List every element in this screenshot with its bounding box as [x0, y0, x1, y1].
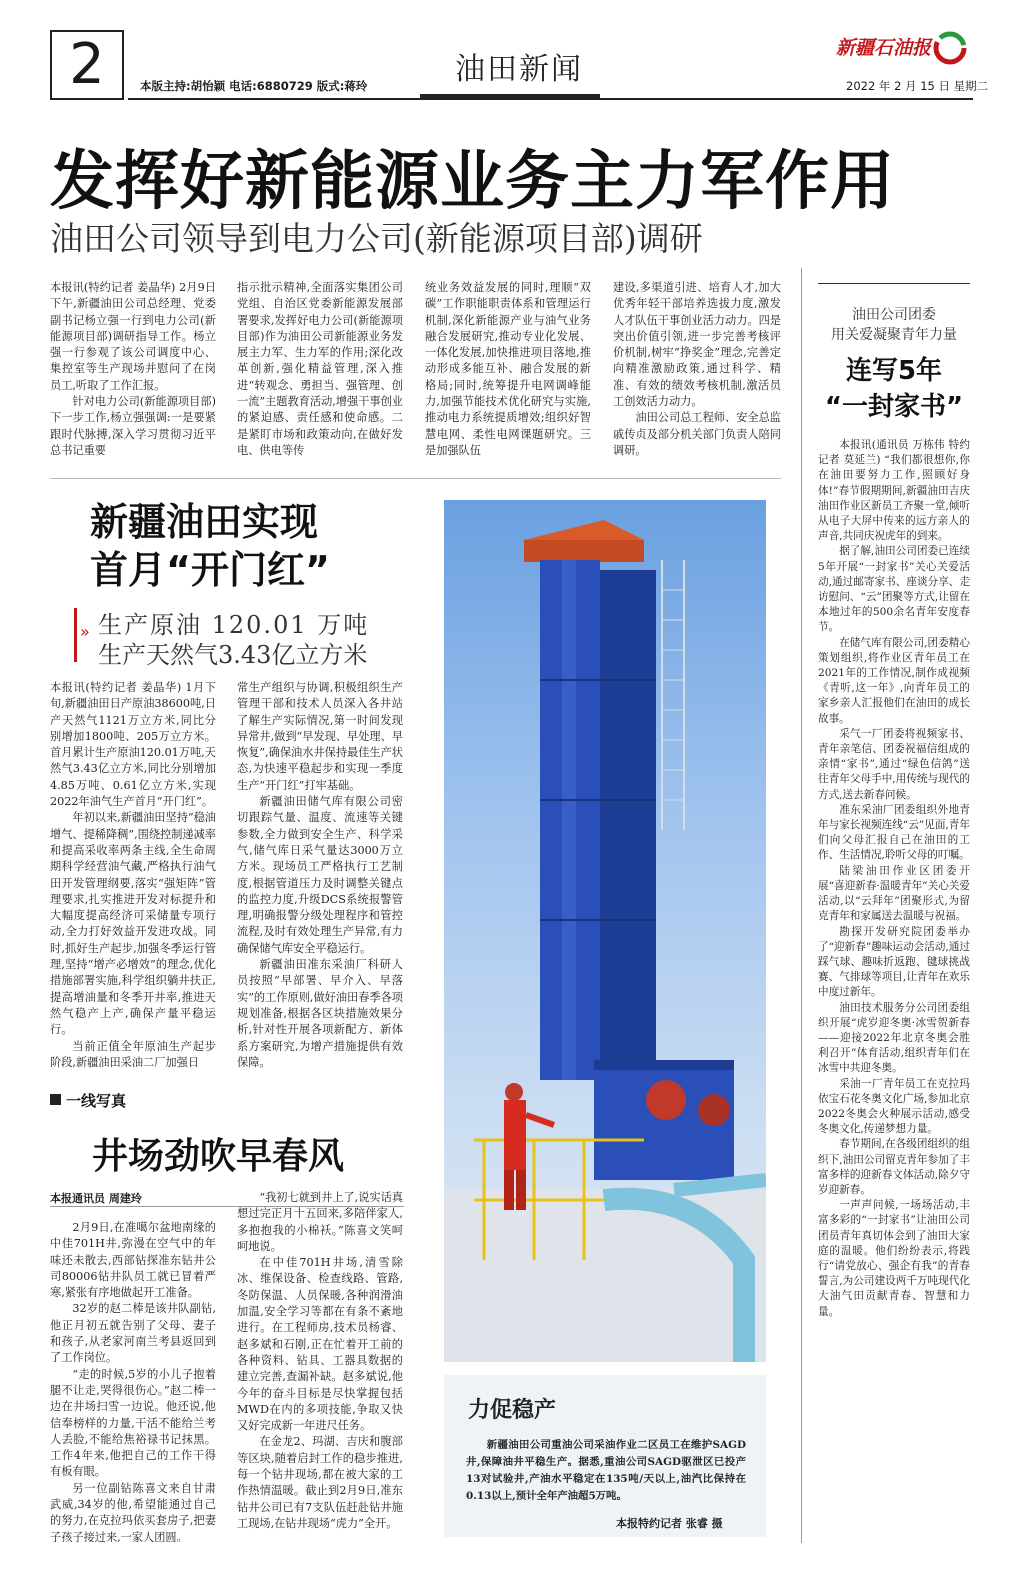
lead-paragraph: 油田公司总工程师、安全总监戚传贞及部分机关部门负责人陪同调研。 [613, 411, 781, 457]
story2-column-1 [50, 680, 216, 1078]
story3-column-1 [50, 1220, 216, 1542]
story2-paragraph: 当前正值全年原油生产起步阶段,新疆油田采油二厂加强日 [50, 1039, 216, 1069]
right-title-1: 连写5年 [845, 356, 943, 386]
story2-sub-line1: 生产原油 120.01 万吨 [98, 611, 370, 639]
lead-column-1 [50, 280, 216, 472]
lead-subheadline: 油田公司领导到电力公司(新能源项目部)调研 [50, 219, 703, 258]
story3-paragraph: 32岁的赵二棒是该井队副钻,他正月初五就告别了父母、妻子和孩子,从老家河南兰考县返回到了工作岗位。 [50, 1302, 216, 1365]
right-paragraph: 油田技术服务分公司团委组织开展“虎岁迎冬奥·冰雪贺新春——迎接2022年北京冬奥会胜利召开”体育活动,组织青年们在冰雪中共迎冬奥。 [818, 1001, 970, 1075]
lead-paragraph: 指示批示精神,全面落实集团公司党组、自治区党委新能源发展部署要求,发挥好电力公司(新能源项目部)作为油田公司新能源业务发展主力军、生力军的作用;深化改革创新,强化精益管理,深入推进“转观念、勇担当、强管理、创一流”主题教育活动,增强干事创业的紧迫感、责任感和使命感。二是紧盯市场和政策动向,在做好发电、供电等传 [237, 281, 403, 457]
story2-paragraph: 年初以来,新疆油田坚持“稳油增气、提稀降稠”,围绕控制递减率和提高采收率两条主线,全生命周期科学经营油气藏,严格执行油气田开发管理纲要,落实“强矩阵”管理要求,扎实推进开发对标提升和大幅度提高经济可采储量专项行动,全力打好效益开发进攻战。同时,抓好生产起步,加强冬季运行管理,坚持“增产必增效”的理念,优化措施部署实施,科学组织躺井扶正,提高增油量和冬季开井率,推进天然气稳产上产,确保产量平稳运行。 [50, 811, 216, 1037]
right-paragraph: 采油一厂青年员工在克拉玛依宝石花冬奥文化广场,参加北京2022冬奥会火种展示活动,感受冬奥文化,传递梦想力量。 [818, 1077, 970, 1136]
story2-title-line2: 首月“开门红” [90, 548, 330, 592]
right-paragraph: 准东采油厂团委组织外地青年与家长视频连线“云”见面,青年们向父母汇报自己在油田的工作、生活情况,聆听父母的叮嘱。 [818, 803, 970, 862]
right-paragraph: 据了解,油田公司团委已连续5年开展“一封家书”关心关爱活动,通过邮寄家书、座谈分享、走访慰问、“云”团聚等方式,让留在本地过年的500余名青年安度春节。 [818, 545, 970, 634]
right-paragraph: 一声声问候,一场场活动,丰富多彩的“一封家书”让油田公司团员青年真切体会到了油田大家庭的温暖。他们纷纷表示,将践行“请党放心、强企有我”的青春誓言,为公司建设两千万吨现代化大油气田贡献青春、智慧和力量。 [818, 1199, 970, 1318]
right-paragraph: 本报讯(通讯员 万栋伟 特约记者 莫延兰) “我们都很想你,你在油田要努力工作,照顾好身体!”春节假期期间,新疆油田吉庆油田作业区新员工齐聚一堂,倾听从电子大屏中传来的远方亲人的声音,共同庆祝虎年的到来。 [818, 439, 970, 543]
right-paragraph: 采气一厂团委将视频家书、青年亲笔信、团委祝福信组成的亲情“家书”,通过“绿色信鸽”送往青年父母手中,用传统与现代的方式,送去新春问候。 [818, 727, 970, 801]
right-story-column [818, 438, 970, 1542]
story2-paragraph: 本报讯(特约记者 姜晶华) 1月下旬,新疆油田日产原油38600吨,日产天然气1121万立方米,同比分别增加1800吨、205万立方米。首月累计生产原油120.01万吨,天然气3.43亿立方米,同比分别增加4.85万吨、0.61亿立方米,实现2022年油气生产首月“开门红”。 [50, 681, 216, 809]
story3-paragraph: 在金龙2、玛湖、吉庆和腹部等区块,随着启封工作的稳步推进,每一个钻井现场,都在被大家的工作热情温暖。截止到2月9日,准东钻井公司已有7支队伍赶赴钻井施工现场,在钻井现场“虎力”全开。 [237, 1435, 403, 1530]
right-paragraph: 春节期间,在各级团组织的组织下,油田公司留克青年参加了丰富多样的迎新春文体活动,除夕守岁迎新春。 [818, 1138, 970, 1196]
right-column-divider [801, 268, 802, 1543]
story3-title: 井场劲吹早春风 [92, 1136, 345, 1177]
lead-rule [50, 478, 781, 479]
story3-paragraph: 在中佳701H井场,清雪除冰、维保设备、检查线路、管路,冬防保温、人员保暖,各种润滑油加温,安全学习等都在有条不紊地进行。在工程师房,技术员杨睿、赵多斌和石刚,正在忙着开工前的各种资料、钻具、工器具数据的建立完善,查漏补缺。赵多斌说,他今年的奋斗目标是尽快掌握包括MWD在内的多项技能,争取又快又好完成新一年进尺任务。 [237, 1256, 403, 1433]
lead-paragraph: 针对电力公司(新能源项目部)下一步工作,杨立强强调:一是要紧跟时代脉搏,深入学习贯彻习近平总书记重要 [50, 395, 216, 457]
lead-paragraph: 本报讯(特约记者 姜晶华) 2月9日下午,新疆油田公司总经理、党委副书记杨立强一行到电力公司(新能源项目部)调研指导工作。杨立强一行参观了该公司调度中心、集控室等生产现场并慰问了在岗员工,听取了工作汇报。 [50, 281, 216, 392]
story3-paragraph: “走的时候,5岁的小儿子抱着腿不让走,哭得很伤心。”赵二棒一边在井场扫雪一边说。他还说,他信奉榜样的力量,干活不能给兰考人丢脸,不能给焦裕禄书记抹黑。工作4年来,他把自己的工作干得有板有眼。 [50, 1367, 216, 1479]
right-paragraph: 在储气库有限公司,团委精心策划组织,将作业区青年员工在2021年的工作情况,制作成视频《青听,这一年》,向青年员工的家乡亲人汇报他们在油田的成长故事。 [818, 636, 970, 725]
story2-paragraph: 新疆油田准东采油厂科研人员按照“早部署、早介入、早落实”的工作原则,做好油田春季各项规划准备,根据各区块措施效果分析,针对性开展各项新配方、新体系方案研究,为增产措施提供有效保障。 [237, 958, 403, 1069]
story2-paragraph: 新疆油田储气库有限公司密切跟踪气量、温度、流速等关键参数,全力做到安全生产、科学采气,储气库日采气量达3000万立方米。现场员工严格执行工艺制度,根据管道压力及时调整关键点的监控力度,升级DCS系统报警管理,明确报警分级处理程序和管控流程,及时有效处理生产异常,有力确保储气库安全平稳运行。 [237, 795, 403, 955]
right-kicker-1: 油田公司团委 [852, 307, 936, 323]
lead-headline: 发挥好新能源业务主力军作用 [50, 145, 895, 219]
story3-paragraph: 另一位副钻陈喜文来自甘肃武威,34岁的他,希望能通过自己的努力,在克拉玛依买套房子,把妻子孩子接过来,一家人团圆。 [50, 1481, 216, 1542]
editor-info: 本版主持:胡怡颖 电话:6880729 版式:蒋玲 [140, 79, 368, 93]
accent-bar [74, 608, 77, 662]
caption-title: 力促稳产 [468, 1398, 557, 1423]
lead-paragraph: 建设,多渠道引进、培育人才,加大优秀年轻干部培养选拔力度,激发人才队伍干事创业活力动力。四是突出价值引领,进一步完善考核评价机制,树牢“挣奖金”理念,完善定向精准激励政策,通过科学、精准、有效的绩效考核机制,激活员工创效活力动力。 [613, 281, 781, 409]
right-title-2: “一封家书” [824, 392, 964, 422]
newspaper-logo: 新疆石油报 [836, 37, 932, 59]
story3-byline: 本报通讯员 周建玲 [50, 1192, 142, 1205]
story2-paragraph: 常生产组织与协调,积极组织生产管理干部和技术人员深入各井站了解生产实际情况,第一时间发现异常井,做到“早发现、早处理、早恢复”,确保油水井保持最佳生产状态,为快速平稳起步和实现一季度生产“开门红”打牢基础。 [237, 681, 403, 792]
right-paragraph: 陆梁油田作业区团委开展“喜迎新春·温暖青年”关心关爱活动,以“云拜年”团聚形式,为留克青年和家属送去温暖与祝福。 [818, 864, 970, 923]
story2-title-line1: 新疆油田实现 [90, 500, 319, 544]
square-bullet-icon [50, 1094, 61, 1105]
issue-date: 2022 年 2 月 15 日 星期二 [846, 79, 989, 93]
story3-column-2 [237, 1190, 403, 1542]
right-column-rule [818, 283, 970, 284]
header-rule [128, 98, 973, 100]
photo-sagd-well [444, 500, 766, 1362]
logo-icon [928, 28, 972, 68]
page-number: 2 [50, 30, 124, 100]
photo-caption [444, 1375, 766, 1537]
story3-paragraph: “我初七就到井上了,说实话真想过完正月十五回来,多陪伴家人,多抱抱我的小棉袄。”陈喜文笑呵呵地说。 [237, 1191, 403, 1253]
story3-paragraph: 2月9日,在准噶尔盆地南缘的中佳701H井,弥漫在空气中的年味还未散去,西部钻探准东钻井公司80006钻井队员工就已冒着严寒,紧张有序地做起开工准备。 [50, 1221, 216, 1300]
story2-column-2 [237, 680, 403, 1078]
oil-pump-illustration [444, 500, 766, 1362]
lead-paragraph: 统业务效益发展的同时,理顺“双碳”工作职能职责体系和管理运行机制,深化新能源产业与油气业务融合发展研究,推动专业化发展、一体化发展,加快推进项目落地,推动形成多能互补、融合发展的新格局;同时,统筹提升电网调峰能力,加强节能技术优化研究与实施,推动电力系统提质增效;组织好智慧电网、柔性电网课题研究。三是加强队伍 [425, 281, 591, 457]
lead-column-4 [613, 280, 781, 472]
right-kicker-2: 用关爱凝聚青年力量 [831, 327, 957, 343]
section-title: 油田新闻 [455, 52, 583, 87]
right-paragraph: 勘探开发研究院团委举办了“迎新春”趣味运动会活动,通过踩气球、趣味折返跑、毽球挑战赛、气排球等项目,让青年在欢乐中度过新年。 [818, 925, 970, 999]
lead-column-3 [425, 280, 591, 472]
caption-text: 新疆油田公司重油公司采油作业二区员工在维护SAGD井,保障油井平稳生产。据悉,重油公司SAGD驱泄区已投产13对试验井,产油水平稳定在135吨/天以上,油汽比保持在0.13以上,预计全年产油超5万吨。 [466, 1439, 746, 1502]
story2-sub-line2: 生产天然气3.43亿立方米 [98, 641, 368, 669]
lead-column-2 [237, 280, 403, 472]
caption-credit: 本报特约记者 张睿 摄 [616, 1517, 723, 1530]
story3-tag: 一线写真 [66, 1092, 127, 1110]
chevron-right-icon: » [80, 622, 90, 641]
